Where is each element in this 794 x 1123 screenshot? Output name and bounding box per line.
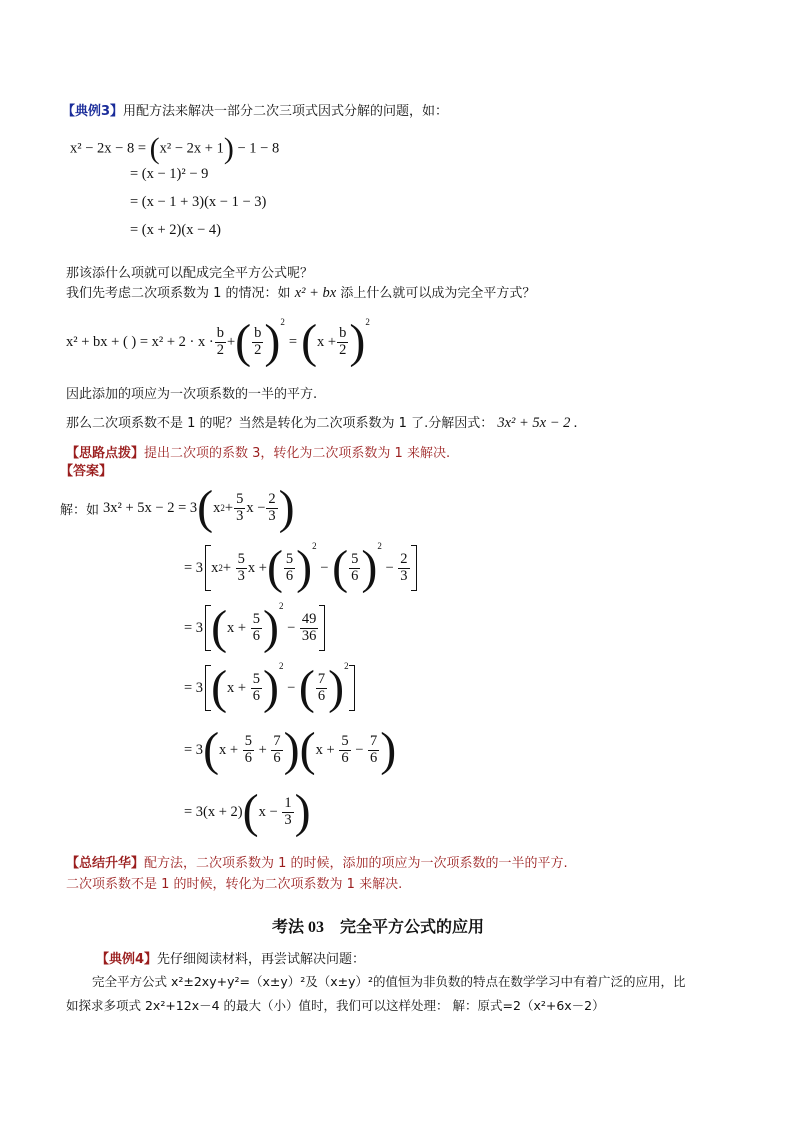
summary-line-1: 【总结升华】配方法，二次项系数为 1 的时候，添加的项应为一次项系数的一半的平方. <box>66 856 568 871</box>
example3-text: 用配方法来解决一部分二次三项式因式分解的问题，如： <box>123 104 449 119</box>
solution-line-2: = 3 x 2 + $\frac{5}{3}$ x + ( $\frac{5}{6}$ ) 2 − ( $\frac{5}{6}$ ) 2 − $\frac{2}{3}$ <box>184 544 417 592</box>
fraction-b-over-2-final: $\frac{b}{2}$ <box>339 324 347 358</box>
summary-line-2: 二次项系数不是 1 的时候，转化为二次项系数为 1 来解决. <box>66 877 403 892</box>
step-line-4: = (x + 2)(x − 4) <box>130 222 221 238</box>
example4-heading: 【典例4】先仔细阅读材料，再尝试解决问题： <box>96 952 366 967</box>
example4-para-2: 如探求多项式 2x²+12x－4 的最大（小）值时，我们可以这样处理： 解：原式=2（x²+6x－2） <box>66 998 605 1013</box>
step-line-1: x² − 2x − 8 = (x² − 2x + 1) − 1 − 8 <box>70 132 280 165</box>
question-1: 那该添什么项就可以配成完全平方公式呢？ <box>66 266 314 281</box>
hint: 【思路点拨】提出二次项的系数 3，转化为二次项系数为 1 来解决. <box>66 446 451 461</box>
answer-tag: 【答案】 <box>60 464 113 479</box>
fraction-b-over-2-sq: $\frac{b}{2}$ <box>254 324 262 358</box>
solution-line-3: = 3 ( x + $\frac{5}{6}$ ) 2 − $\frac{49}{36}$ <box>184 604 325 652</box>
example3-heading <box>62 100 448 119</box>
solution-line-6: = 3(x + 2) ( x − $\frac{1}{3}$ ) <box>184 785 311 838</box>
solution-line-1: 解：如 3x² + 5x − 2 = 3 ( x 2 + $\frac{5}{3}$ x − $\frac{2}{3}$ ) <box>60 481 295 534</box>
solution-line-4: = 3 ( x + $\frac{5}{6}$ ) 2 − ( $\frac{7}{6}$ ) 2 <box>184 664 355 712</box>
question-2: 我们先考虑二次项系数为 1 的情况：如 x² + bx 添上什么就可以成为完全平方式？ <box>66 285 536 301</box>
fraction-b-over-2: $\frac{b}{2}$ <box>216 324 224 358</box>
example4-para-1: 完全平方公式 x²±2xy+y²=（x±y）²及（x±y）²的值恒为非负数的特点在数学学习中有着广泛的应用，比 <box>92 974 686 989</box>
section-title: 考法 03 完全平方公式的应用 <box>272 919 485 936</box>
general-formula: x² + bx + ( ) = x² + 2 · x · $\frac{b}{2}$ + ( $\frac{b}{2}$ ) 2 = ( x + $\frac{b}{2}$ ) 2 <box>66 315 370 368</box>
step-line-3: = (x − 1 + 3)(x − 1 − 3) <box>130 194 267 210</box>
conclusion-1: 因此添加的项应为一次项系数的一半的平方. <box>66 387 318 402</box>
question-3: 那么二次项系数不是 1 的呢？当然是转化为二次项系数为 1 了.分解因式： 3x² + 5x − 2 . <box>66 415 578 431</box>
solution-line-5: = 3 ( x + $\frac{5}{6}$ + $\frac{7}{6}$ ) ( x + $\frac{5}{6}$ − $\frac{7}{6}$ ) <box>184 723 397 776</box>
step-line-2: = (x − 1)² − 9 <box>130 166 209 182</box>
example3-tag: 【典例3】 <box>62 104 124 119</box>
